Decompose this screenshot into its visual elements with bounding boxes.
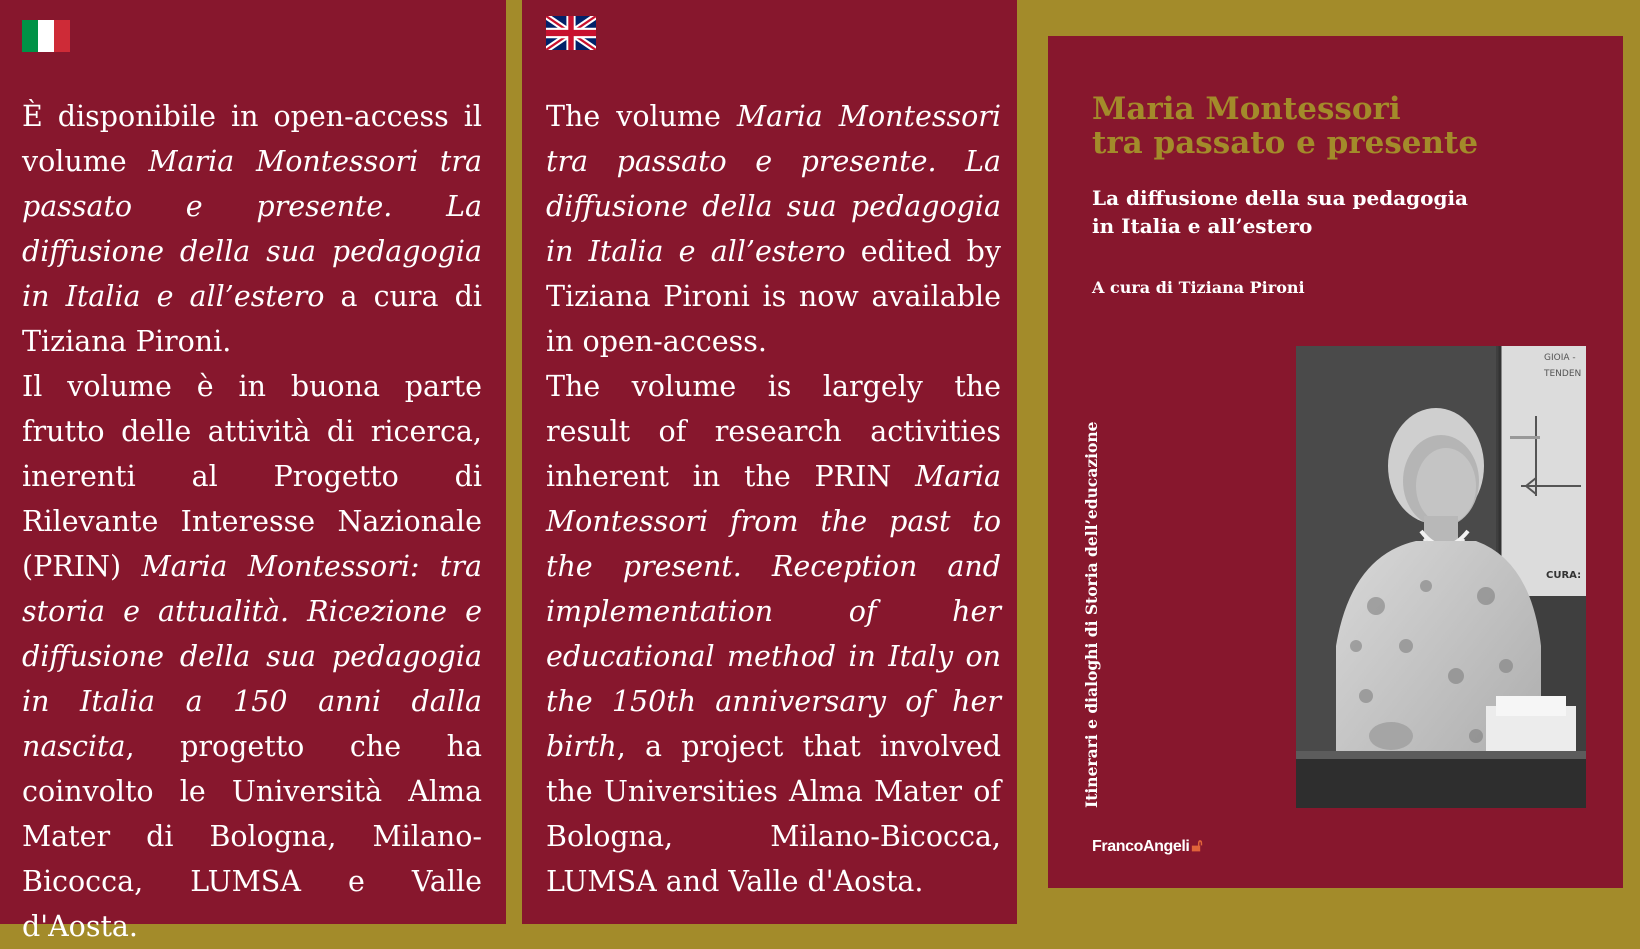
uk-flag-icon <box>546 16 596 50</box>
book-title: Maria Montessori tra passato e presente. La diffusione della sua pedagogia in Italia e all’estero <box>546 100 1001 268</box>
cover-subtitle <box>1092 184 1468 240</box>
project-title: Maria Montessori: tra storia e attualità. Ricezione e diffusione della sua pedagogia in Italia a 150 anni dalla nascita <box>22 550 482 763</box>
text-span: È disponibile in open-access il volume <box>22 100 482 178</box>
english-paragraph-1 <box>546 94 1001 364</box>
text-span: , progetto che ha coinvolto le Università Alma Mater di Bologna, Milano-Bicocca, LUMSA e Valle d'Aosta. <box>22 730 482 943</box>
english-text <box>546 94 1001 904</box>
montessori-photo <box>1296 346 1586 808</box>
text-span: a cura di Tiziana Pironi. <box>22 280 482 358</box>
publisher-logo <box>1092 836 1202 856</box>
photo-board-text: GIOIA - <box>1544 353 1576 363</box>
italian-flag-icon <box>22 20 70 52</box>
photo-board-text: CURA: <box>1546 570 1582 581</box>
english-panel <box>522 0 1017 924</box>
italian-panel <box>0 0 506 943</box>
photo-board-text: TENDEN <box>1544 369 1582 379</box>
cover-title-line: Maria Montessori <box>1092 91 1401 127</box>
book-title: Maria Montessori tra passato e presente. La diffusione della sua pedagogia in Italia e all’estero <box>22 145 482 313</box>
cover-title <box>1092 92 1478 160</box>
cover-editor: A cura di Tiziana Pironi <box>1092 278 1305 297</box>
text-span: edited by Tiziana Pironi is now available in open-access. <box>546 235 1001 358</box>
text-span: Il volume è in buona parte frutto delle attività di ricerca, inerenti al Progetto di Rilevante Interesse Nazionale (PRIN) <box>22 370 482 583</box>
italian-paragraph-2 <box>22 364 482 949</box>
italian-text <box>22 94 482 949</box>
book-cover <box>1048 36 1623 888</box>
english-paragraph-2 <box>546 364 1001 904</box>
text-span: , a project that involved the Universities Alma Mater of Bologna, Milano-Bicocca, LUMSA and Valle d'Aosta. <box>546 730 1001 898</box>
cover-series-name: Itinerari e dialoghi di Storia dell’educazione <box>1082 421 1101 808</box>
text-span: The volume <box>546 100 737 133</box>
cover-subtitle-line: La diffusione della sua pedagogia <box>1092 186 1469 210</box>
cover-title-line: tra passato e presente <box>1092 125 1479 161</box>
text-span: The volume is largely the result of research activities inherent in the PRIN <box>546 370 1001 493</box>
cover-subtitle-line: in Italia e all’estero <box>1092 214 1313 238</box>
publisher-name: FrancoAngeli <box>1092 838 1190 855</box>
open-access-lock-icon: 🔓︎ <box>1191 836 1203 855</box>
project-title: Maria Montessori from the past to the present. Reception and implementation of her educational method in Italy on the 150th anniversary of her birth <box>546 460 1001 763</box>
italian-paragraph-1 <box>22 94 482 364</box>
